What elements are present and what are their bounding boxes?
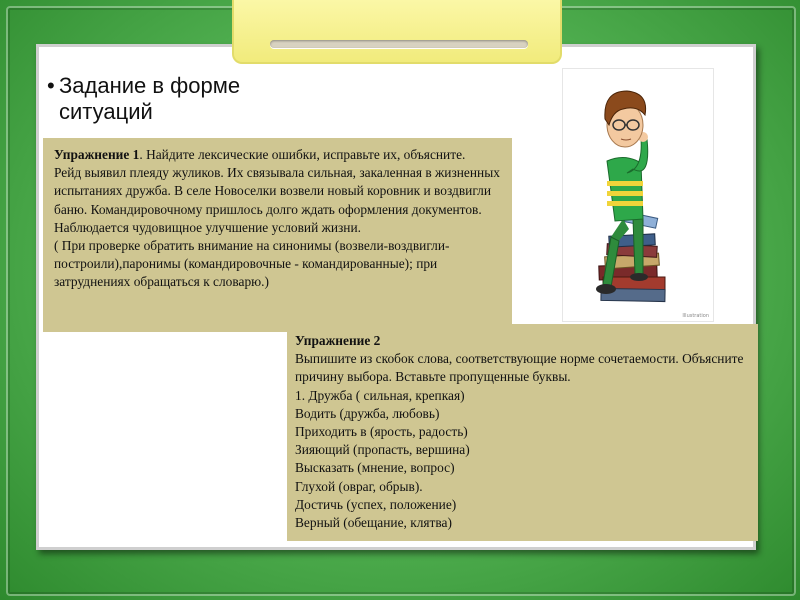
exercise-1-title-suffix: . Найдите лексические ошибки, исправьте их, объясните. bbox=[139, 147, 466, 162]
slide-heading bbox=[47, 73, 287, 125]
slide-tab bbox=[232, 0, 562, 64]
exercise-2-line: Высказать (мнение, вопрос) bbox=[295, 460, 455, 476]
exercise-1-box bbox=[43, 138, 512, 332]
exercise-2-line: Глухой (овраг, обрыв). bbox=[295, 478, 423, 494]
exercise-2-line: Достичь (успех, положение) bbox=[295, 496, 457, 512]
exercise-2-line: Водить (дружба, любовь) bbox=[295, 405, 440, 421]
exercise-2-box bbox=[287, 324, 758, 541]
exercise-2-line: Приходить в (ярость, радость) bbox=[295, 424, 468, 440]
student-on-books-image bbox=[563, 69, 713, 321]
tab-groove bbox=[270, 40, 528, 48]
exercise-1-text: Рейд выявил плеяду жуликов. Их связывала сильная, закаленная в жизненных испытаниях дружба. В селе Новоселки возвели новый коровник и воздвигли баню. Командировочному пришлось долго ждать оформления документов. Наблюдается чудовищное улучшение условий жизни. bbox=[54, 165, 500, 235]
student-illustration bbox=[562, 68, 714, 322]
heading-line-1: Задание в форме bbox=[59, 73, 241, 98]
exercise-2-line: Верный (обещание, клятва) bbox=[295, 515, 452, 531]
exercise-2-line: Выпишите из скобок слова, соответствующие норме сочетаемости. Объясните причину выбора. Вставьте пропущенные буквы. bbox=[295, 351, 744, 385]
bullet-icon: • bbox=[47, 73, 55, 98]
heading-line-2: ситуаций bbox=[59, 99, 153, 124]
exercise-2-line: Зияющий (пропасть, вершина) bbox=[295, 442, 470, 458]
illustration-caption: Illustration bbox=[682, 313, 709, 319]
exercise-1-hint: ( При проверке обратить внимание на синонимы (возвели-воздвигли-построили),паронимы (командировочные - командированные); при затруднениях обращаться к словарю.) bbox=[54, 238, 450, 290]
exercise-1-title: Упражнение 1 bbox=[54, 147, 140, 162]
exercise-2-line: 1. Дружба ( сильная, крепкая) bbox=[295, 387, 465, 403]
exercise-1-instruction bbox=[54, 146, 502, 164]
exercise-2-title: Упражнение 2 bbox=[295, 333, 381, 348]
